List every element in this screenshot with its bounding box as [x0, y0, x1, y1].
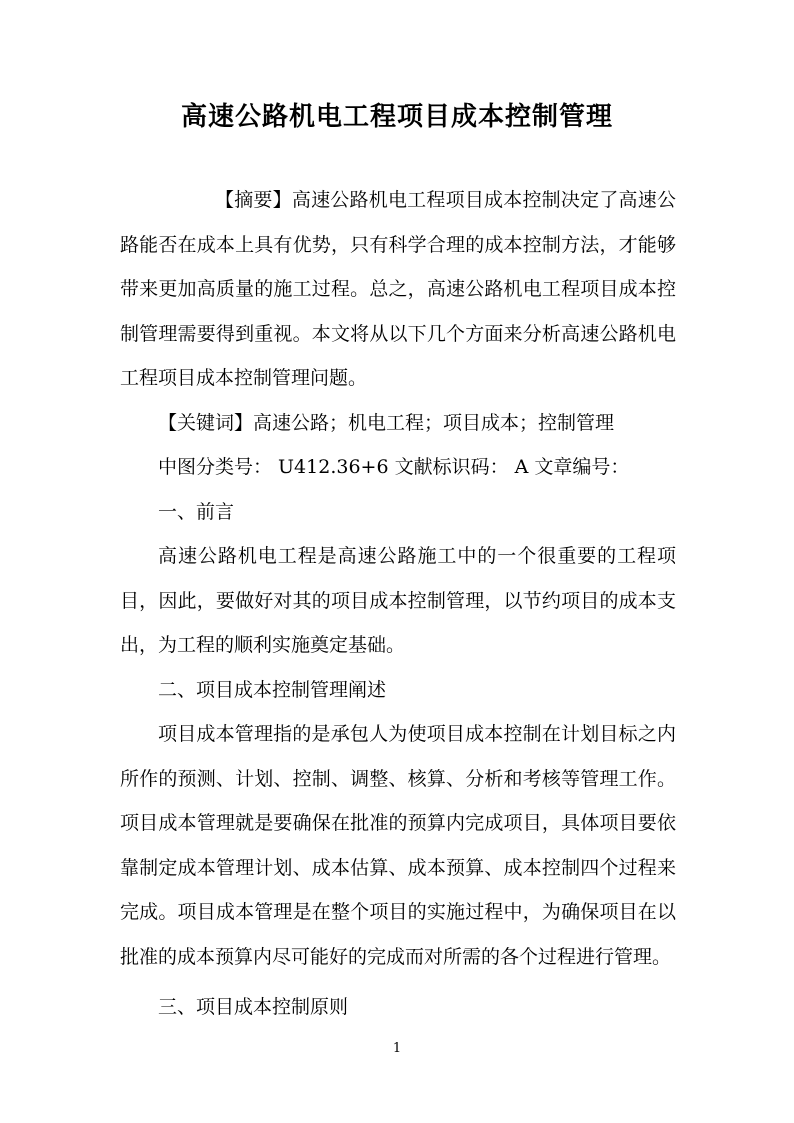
- section-heading-principles: 三、项目成本控制原则: [158, 996, 349, 1018]
- document-body: [120, 178, 676, 1030]
- abstract-paragraph: 【摘要】高速公路机电工程项目成本控制决定了高速公路能否在成本上具有优势，只有科学合理的成本控制方法，才能够带来更加高质量的施工过程。总之，高速公路机电工程项目成本控制管理需要得到重视。本文将从以下几个方面来分析高速公路机电工程项目成本控制管理问题。: [120, 189, 676, 389]
- section-heading-overview: 二、项目成本控制管理阐述: [158, 678, 387, 701]
- document-title: 高速公路机电工程项目成本控制管理: [180, 102, 613, 132]
- preface-paragraph: 高速公路机电工程是高速公路施工中的一个很重要的工程项目，因此，要做好对其的项目成本控制管理，以节约项目的成本支出，为工程的顺利实施奠定基础。: [120, 545, 676, 656]
- keywords-line: 【关键词】高速公路；机电工程；项目成本；控制管理: [158, 411, 615, 434]
- overview-paragraph: 项目成本管理指的是承包人为使项目成本控制在计划目标之内所作的预测、计划、控制、调整、核算、分析和考核等管理工作。项目成本管理就是要确保在批准的预算内完成项目，具体项目要依靠制定成本管理计划、成本估算、成本预算、成本控制四个过程来完成。项目成本管理是在整个项目的实施过程中，为确保项目在以批准的成本预算内尽可能好的完成而对所需的各个过程进行管理。: [120, 723, 676, 968]
- section-heading-preface: 一、前言: [158, 500, 235, 523]
- classification-line: 中图分类号： U412.36+6 文献标识码： A 文章编号：: [158, 456, 630, 478]
- page-number: 1: [392, 1041, 402, 1056]
